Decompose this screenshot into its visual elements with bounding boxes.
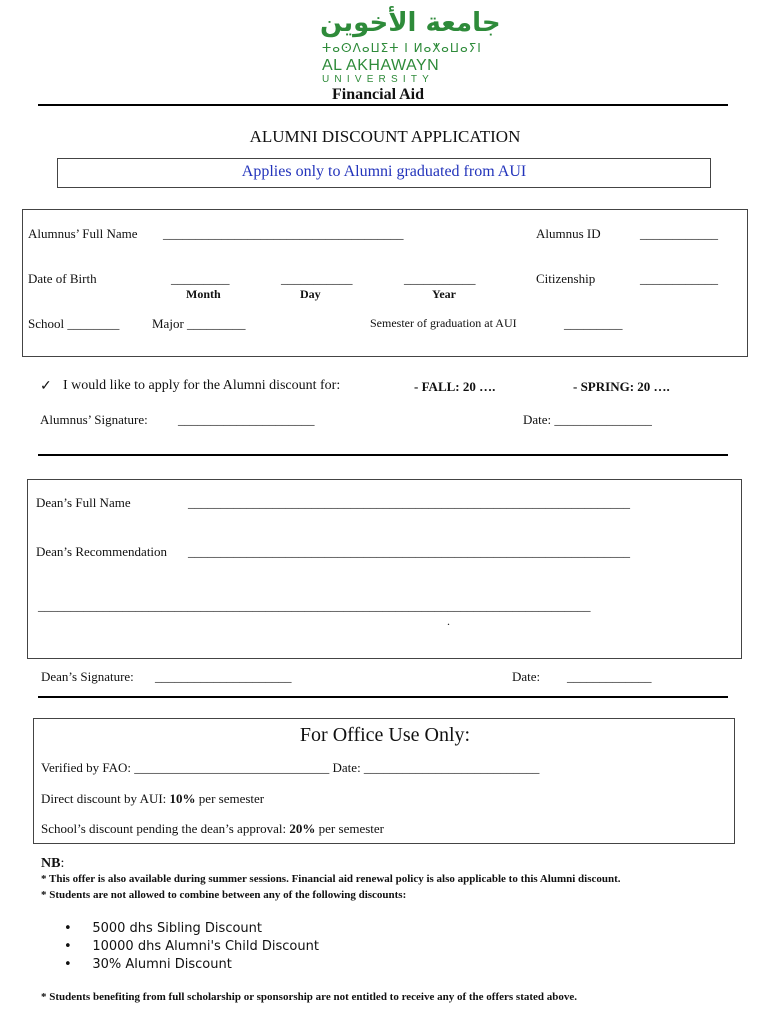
dob-label: Date of Birth (28, 271, 97, 286)
nb-colon: : (60, 856, 65, 871)
applies-box (57, 158, 711, 188)
alumnus-id-field[interactable]: ____________ (640, 226, 718, 241)
applies-note: Applies only to Alumni graduated from AUI (241, 163, 527, 180)
alumnus-id-label: Alumnus ID (536, 226, 601, 241)
major-field[interactable]: Major _________ (152, 316, 246, 331)
fall-option[interactable]: - FALL: 20 …. (414, 379, 496, 394)
bullet-item: • 5000 dhs Sibling Discount (64, 921, 262, 936)
dob-day-field[interactable]: ___________ (281, 271, 353, 286)
dean-recommendation-line[interactable]: _____________________________________________________________________________________ (38, 598, 591, 613)
nb-line-1: * This offer is also available during summer sessions. Financial aid renewal policy is also applicable to this Alumni discount. (41, 873, 621, 885)
bullet-text: 10000 dhs Alumni's Child Discount (92, 939, 319, 954)
school-value: 20% (289, 821, 316, 836)
bullet-text: 30% Alumni Discount (92, 957, 232, 972)
nb-line-2: * Students are not allowed to combine between any of the following discounts: (41, 889, 407, 901)
school-field[interactable]: School ________ (28, 316, 120, 331)
dean-name-field[interactable]: ____________________________________________________________________ (188, 495, 630, 510)
month-caption: Month (186, 287, 221, 301)
dean-signature-field[interactable]: _____________________ (155, 669, 292, 684)
school-prefix: School’s discount pending the dean’s approval: (41, 821, 290, 836)
dean-dot: . (447, 614, 450, 628)
dean-divider (38, 696, 728, 698)
dean-signature-label: Dean’s Signature: (41, 669, 134, 684)
alumnus-signature-label: Alumnus’ Signature: (40, 412, 148, 427)
spring-option[interactable]: - SPRING: 20 …. (573, 379, 670, 394)
citizenship-field[interactable]: ____________ (640, 271, 718, 286)
direct-discount (41, 791, 264, 807)
check-icon: ✓ (40, 379, 52, 394)
alumnus-signature-field[interactable]: _____________________ (178, 412, 315, 427)
direct-value: 10% (169, 791, 196, 806)
full-name-field[interactable]: _____________________________________ (163, 226, 404, 241)
dean-recommendation-label: Dean’s Recommendation (36, 544, 168, 559)
section-divider (38, 454, 728, 456)
form-title: ALUMNI DISCOUNT APPLICATION (249, 127, 521, 146)
dean-name-label: Dean’s Full Name (36, 495, 131, 510)
nb-label (41, 856, 64, 872)
verified-field[interactable]: Verified by FAO: ______________________________ Date: ___________________________ (41, 760, 540, 775)
logo-name: AL AKHAWAYN (322, 57, 440, 74)
full-name-label: Alumnus’ Full Name (28, 226, 138, 241)
bullet-item: • 10000 dhs Alumni's Child Discount (64, 939, 319, 954)
dean-date-label: Date: (512, 669, 541, 684)
semester-label: Semester of graduation at AUI (370, 316, 517, 330)
day-caption: Day (300, 287, 321, 301)
logo-university: UNIVERSITY (322, 74, 435, 85)
alumnus-date-field[interactable]: Date: _______________ (523, 412, 652, 427)
header-divider (38, 104, 728, 106)
direct-suffix: per semester (195, 791, 265, 806)
nb-label-text: NB (41, 856, 61, 871)
apply-text: I would like to apply for the Alumni discount for: (63, 378, 341, 393)
office-title: For Office Use Only: (299, 724, 471, 746)
year-caption: Year (432, 287, 456, 301)
department-title: Financial Aid (332, 86, 425, 103)
dob-year-field[interactable]: ___________ (404, 271, 476, 286)
school-suffix: per semester (315, 821, 384, 836)
bullet-text: 5000 dhs Sibling Discount (92, 921, 262, 936)
semester-field[interactable]: _________ (564, 316, 623, 331)
nb-footer: * Students benefiting from full scholarship or sponsorship are not entitled to receive any of the offers stated above. (41, 991, 578, 1003)
dean-date-field[interactable]: _____________ (567, 669, 652, 684)
logo-arabic: جامعة الأخوين (320, 8, 501, 38)
school-discount (41, 821, 384, 837)
bullet-item: • 30% Alumni Discount (64, 957, 232, 972)
direct-prefix: Direct discount by AUI: (41, 791, 170, 806)
logo-tifinagh: ⵜⴰⵙⴷⴰⵡⵉⵜ ⵏ ⵍⴰⵅⴰⵡⴰⵢⵏ (322, 41, 482, 55)
dean-recommendation-field[interactable]: ____________________________________________________________________ (188, 544, 630, 559)
citizenship-label: Citizenship (536, 271, 596, 286)
dob-month-field[interactable]: _________ (171, 271, 230, 286)
